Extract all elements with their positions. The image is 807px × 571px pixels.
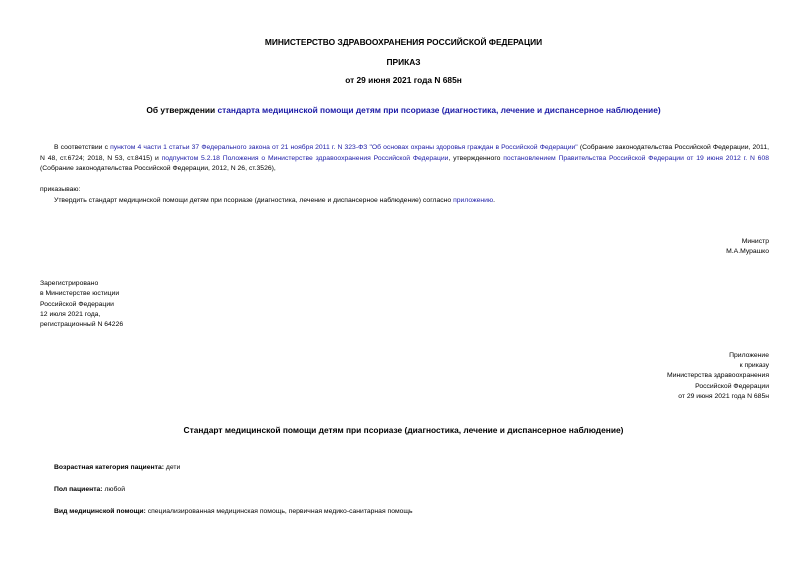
- field-age-value: дети: [164, 464, 181, 471]
- field-care-type-label: Вид медицинской помощи:: [54, 508, 146, 515]
- field-age-label: Возрастная категория пациента:: [54, 464, 164, 471]
- order-title: [0, 104, 807, 117]
- approve-paragraph: [54, 196, 495, 206]
- preamble-text-3: , утвержденного: [448, 154, 504, 162]
- field-age: [54, 463, 180, 473]
- appendix-block: [667, 351, 769, 402]
- appendix-line: Министерства здравоохранения: [667, 372, 769, 380]
- appendix-line: от 29 июня 2021 года N 685н: [678, 392, 769, 400]
- law-link[interactable]: пунктом 4 части 1 статьи 37 Федерального закона от 21 ноября 2011 г. N 323-ФЗ "Об основах охраны здоровья граждан в Российской Федерации": [110, 144, 578, 151]
- approve-text: Утвердить стандарт медицинской помощи детям при псориазе (диагностика, лечение и диспансерное наблюдение) согласно: [54, 197, 454, 204]
- field-sex: [54, 485, 125, 495]
- field-sex-label: Пол пациента:: [54, 486, 103, 493]
- registration-line: 12 июля 2021 года,: [40, 310, 101, 318]
- field-sex-value: любой: [102, 486, 125, 493]
- government-decree-link[interactable]: постановлением Правительства Российской Федерации от 19 июня 2012 г. N 608: [503, 154, 770, 162]
- standard-title: Стандарт медицинской помощи детям при псориазе (диагностика, лечение и диспансерное наблюдение): [183, 425, 624, 435]
- registration-line: в Министерстве юстиции: [40, 290, 120, 298]
- order-date: от 29 июня 2021 года N 685н: [345, 75, 462, 85]
- field-care-type: [54, 507, 413, 517]
- appendix-line: Приложение: [729, 352, 769, 359]
- preamble-text-1: В соответствии с: [54, 144, 111, 151]
- preamble-paragraph: [40, 143, 769, 175]
- preamble-text-2: (Собрание законодательства Российской Федерации, 2011, N 48, ст.6724; 2018, N 53, ст.8415) и: [40, 144, 769, 162]
- signature-role: Министр: [741, 238, 769, 245]
- registration-line: Зарегистрировано: [40, 280, 99, 287]
- registration-line: Российской Федерации: [40, 300, 114, 308]
- preamble-text-4: (Собрание законодательства Российской Федерации, 2012, N 26, ст.3526),: [40, 165, 276, 173]
- approve-end: .: [493, 197, 495, 204]
- signature-block: [726, 237, 769, 257]
- regulation-link[interactable]: подпунктом 5.2.18 Положения о Министерстве здравоохранения Российской Федерации: [161, 154, 449, 162]
- registration-block: [40, 279, 123, 331]
- registration-line: регистрационный N 64226: [40, 321, 124, 329]
- order-heading: ПРИКАЗ: [386, 57, 421, 67]
- appendix-link[interactable]: приложению: [453, 197, 494, 204]
- field-care-type-value: специализированная медицинская помощь, первичная медико-санитарная помощь: [145, 508, 413, 515]
- ministry-heading: МИНИСТЕРСТВО ЗДРАВООХРАНЕНИЯ РОССИЙСКОЙ ФЕДЕРАЦИИ: [264, 37, 543, 47]
- signature-name: М.А.Мурашко: [726, 248, 769, 256]
- order-word: приказываю:: [40, 186, 81, 193]
- appendix-line: к приказу: [739, 362, 769, 370]
- order-title-link[interactable]: стандарта медицинской помощи детям при псориазе (диагностика, лечение и диспансерное наблюдение): [217, 105, 661, 115]
- order-title-prefix: Об утверждении: [146, 105, 218, 115]
- appendix-line: Российской Федерации: [695, 382, 769, 390]
